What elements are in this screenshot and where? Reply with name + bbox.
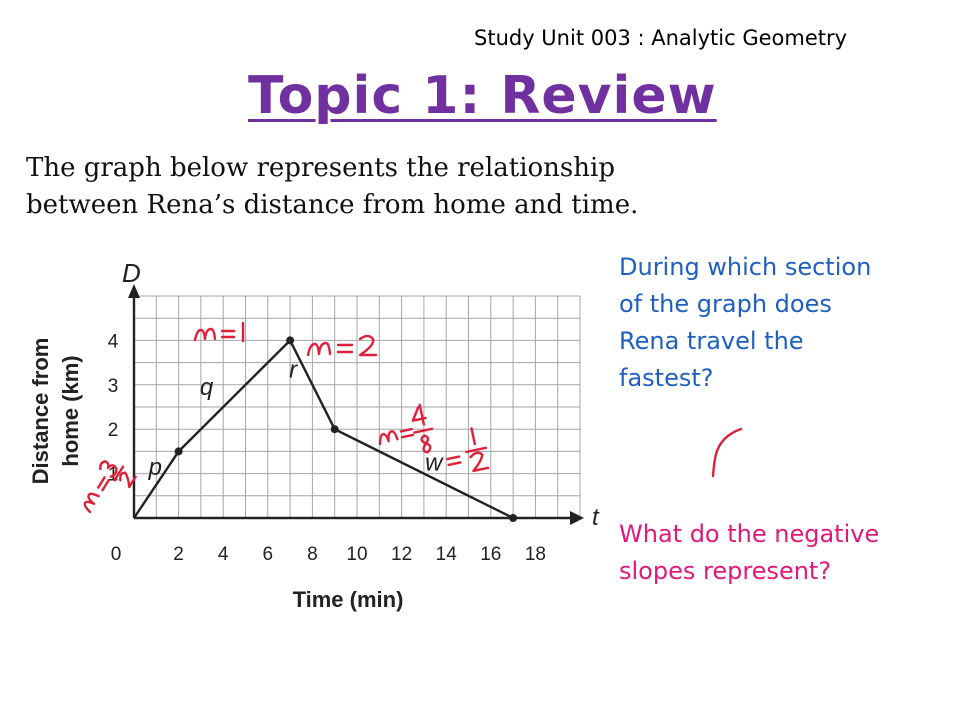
unit-header: Study Unit 003 : Analytic Geometry [474, 26, 848, 50]
question-line: of the graph does [619, 290, 832, 318]
data-point [286, 336, 294, 344]
y-tick-label: 2 [107, 420, 119, 442]
y-tick-label: 1 [107, 464, 119, 486]
section-label-p: p [148, 454, 162, 482]
question-line: Rena travel the [619, 327, 804, 355]
x-axis-letter: t [592, 504, 599, 531]
x-tick-label: 16 [480, 544, 502, 565]
question-negative-slopes [619, 516, 879, 590]
x-tick-label: 14 [435, 544, 457, 565]
intro-line: The graph below represents the relationship [26, 153, 615, 183]
intro-line: between Rena’s distance from home and time. [26, 190, 639, 220]
x-tick-label: 6 [262, 544, 274, 565]
x-tick-label: 12 [391, 544, 413, 565]
x-axis-title: Time (min) [292, 587, 404, 612]
distance-time-chart [0, 240, 610, 620]
y-tick-label: 4 [107, 331, 119, 353]
y-axis-title: home (km) [58, 355, 83, 467]
x-tick-label: 18 [524, 544, 546, 565]
data-point [175, 447, 183, 455]
question-line: What do the negative [619, 520, 880, 548]
x-tick-label: 2 [173, 544, 184, 565]
x-tick-label: 4 [217, 544, 229, 565]
section-label-w: w [425, 449, 443, 477]
y-axis-letter: D [122, 258, 141, 288]
answer-mark-stroke [713, 429, 741, 476]
section-label-r: r [289, 356, 298, 384]
x-tick-label: 0 [110, 544, 122, 565]
x-tick-label: 10 [346, 544, 368, 565]
question-line: During which section [619, 253, 872, 281]
y-axis-title: Distance from [28, 337, 53, 485]
y-tick-label: 3 [107, 375, 119, 397]
x-axis-arrow [570, 511, 584, 525]
question-line: slopes represent? [619, 557, 832, 585]
question-line: fastest? [619, 364, 714, 392]
data-point [331, 425, 339, 433]
x-tick-label: 8 [307, 544, 318, 565]
data-point [509, 514, 517, 522]
question-fastest-section [619, 249, 871, 397]
section-label-q: q [199, 374, 214, 402]
intro-text [26, 150, 666, 224]
page-title: Topic 1: Review [248, 66, 717, 126]
